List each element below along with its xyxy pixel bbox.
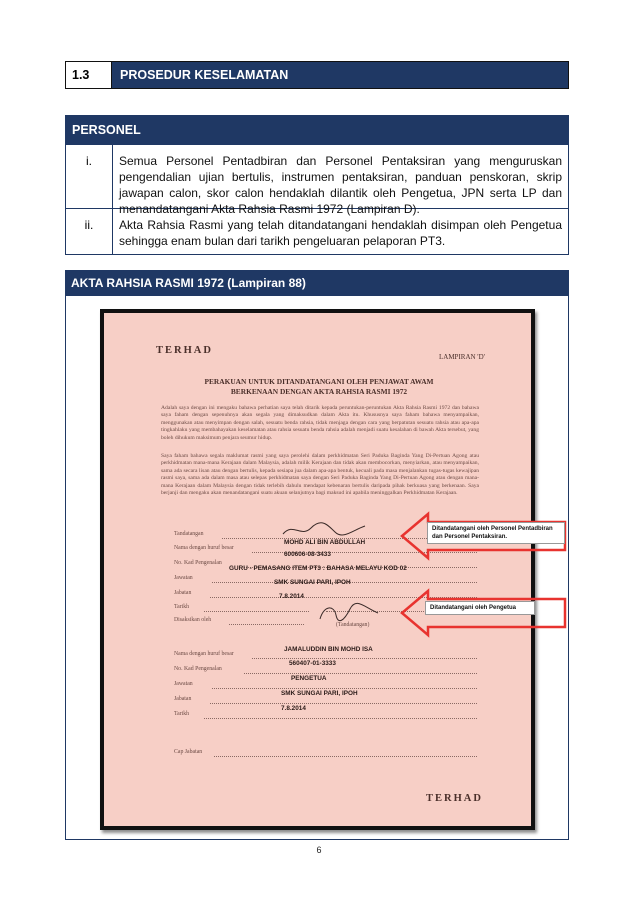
row-text: Akta Rahsia Rasmi yang telah ditandatangani hendaklah disimpan oleh Pengetua sehingga enam bulan dari tarikh pengeluaran pelaporan PT3. (119, 218, 562, 248)
label-jawatan: Jawatan (174, 681, 193, 687)
label-tandatangan-bracket: (Tandatangan) (336, 622, 370, 628)
dotted-line (229, 624, 304, 625)
label-tarikh: Tarikh (174, 711, 190, 717)
row-text: Semua Personel Pentadbiran dan Personel Pentaksiran yang menguruskan pengendalian ujian bertulis, instrumen pentaksiran, panduan penskoran, skrip jawapan calon, skor calon hendaklah dilantik oleh Pengetua, JPN serta LP dan menandatangani Akta Rahsia Rasmi 1972 (Lampiran D). (119, 154, 562, 216)
section-header (65, 61, 569, 89)
terhad-label-bottom: TERHAD (426, 793, 483, 804)
section-title: PROSEDUR KESELAMATAN (112, 62, 568, 88)
callout-pengetua: Ditandatangani oleh Pengetua (425, 601, 535, 615)
officer-signature (279, 518, 369, 540)
officer-jabatan: SMK SUNGAI PARI, IPOH (274, 579, 351, 586)
form-paragraph-1: Adalah saya dengan ini mengaku bahawa perhatian saya telah ditarik kepada peruntukan-peruntukan Akta Rahsia Rasmi 1972 dan bahawa saya faham dengan sepenuhnya akan segala yang dimaksudkan dalam Akta itu. Khususnya saya faham bahawa menyampaikan, menggunakan atau menyimpan dengan salah, sesuatu benda rahsia, tidak menjaga dengan cara yang berpatutan sesuatu rahsia atau apa-apa tingkahlaku yang membahayakan keselamatan atau rahsia sesuatu benda rahsia adalah menjadi suatu kesalahan di bawah Akta tersebut, yang boleh dihukum maksimum penjara seumur hidup. (161, 405, 479, 441)
officer-jawatan: GURU - PEMASANG ITEM PT3 : BAHASA MELAYU KOD 02 (229, 565, 407, 572)
dotted-line (204, 718, 477, 719)
row-number: i. (66, 145, 113, 208)
label-nama: Nama dengan huruf besar (174, 651, 234, 657)
label-tarikh: Tarikh (174, 604, 190, 610)
label-disaksikan: Disaksikan oleh (174, 617, 212, 623)
dotted-line (212, 688, 477, 689)
officer-name: MOHD ALI BIN ABDULLAH (284, 539, 366, 546)
witness-ic: 560407-01-3333 (289, 660, 336, 667)
label-kp: No. Kad Pengenalan (174, 666, 222, 672)
page-number: 6 (316, 845, 322, 855)
witness-name: JAMALUDDIN BIN MOHD ISA (284, 646, 373, 653)
label-nama: Nama dengan huruf besar (174, 545, 234, 551)
officer-tarikh: 7.8.2014 (279, 593, 304, 600)
label-tandatangan: Tandatangan (174, 531, 204, 537)
witness-jawatan: PENGETUA (291, 675, 327, 682)
table-row (66, 208, 568, 254)
label-jabatan: Jabatan (174, 590, 192, 596)
dotted-line (252, 658, 477, 659)
dotted-line (214, 756, 477, 757)
label-cap-jabatan: Cap Jabatan (174, 749, 203, 755)
lampiran-label: LAMPIRAN 'D' (439, 353, 485, 361)
row-number: ii. (66, 209, 113, 254)
akta-heading: AKTA RAHSIA RASMI 1972 (Lampiran 88) (65, 270, 569, 296)
label-jabatan: Jabatan (174, 696, 192, 702)
label-jawatan: Jawatan (174, 575, 193, 581)
dotted-line (244, 673, 477, 674)
form-heading-1: PERAKUAN UNTUK DITANDATANGANI OLEH PENJAWAT AWAM (204, 377, 434, 386)
personel-heading: PERSONEL (66, 116, 568, 144)
form-heading-2: BERKENAAN DENGAN AKTA RAHSIA RASMI 1972 (230, 387, 408, 396)
terhad-label-top: TERHAD (156, 345, 213, 356)
dotted-line (210, 703, 477, 704)
table-row (66, 144, 568, 216)
form-paragraph-2: Saya faham bahawa segala maklumat rasmi yang saya perolehi dalam perkhidmatan Seri Paduka Baginda Yang Di-Pertuan Agong atau perkhidmatan mana-mana Kerajaan dalam Malaysia, adalah milik Kerajaan dan tidak akan membocorkan, menyiarkan, atau menyampaikan, sama ada secara lisan atau dengan bertulis, kepada sesiapa jua dalam apa-apa bentuk, kecuali pada masa menjalankan tugas-tugas kewajipan rasmi saya, sama ada dalam masa atau selepas perkhidmatan saya dengan Seri Paduka Baginda Yang Di-Pertuan Agong atau dengan mana-mana Kerajaan dalam Malaysia dengan tidak terlebih dahulu mendapat kebenaran bertulis daripada pihak berkuasa yang berkenaan. Saya berjanji dan mengaku akan menandatangani suatu akuan selanjutnya bagi maksud ini apabila meninggalkan Perkhidmatan Kerajaan. (161, 453, 479, 497)
witness-jabatan: SMK SUNGAI PARI, IPOH (281, 690, 358, 697)
personel-table (65, 115, 569, 255)
officer-ic: 600606-08-3433 (284, 551, 331, 558)
label-kp: No. Kad Pengenalan (174, 560, 222, 566)
witness-tarikh: 7.8.2014 (281, 705, 306, 712)
dotted-line (204, 611, 309, 612)
section-number: 1.3 (66, 62, 112, 88)
callout-officer: Ditandatangani oleh Personel Pentadbiran dan Personel Pentaksiran. (427, 522, 565, 544)
